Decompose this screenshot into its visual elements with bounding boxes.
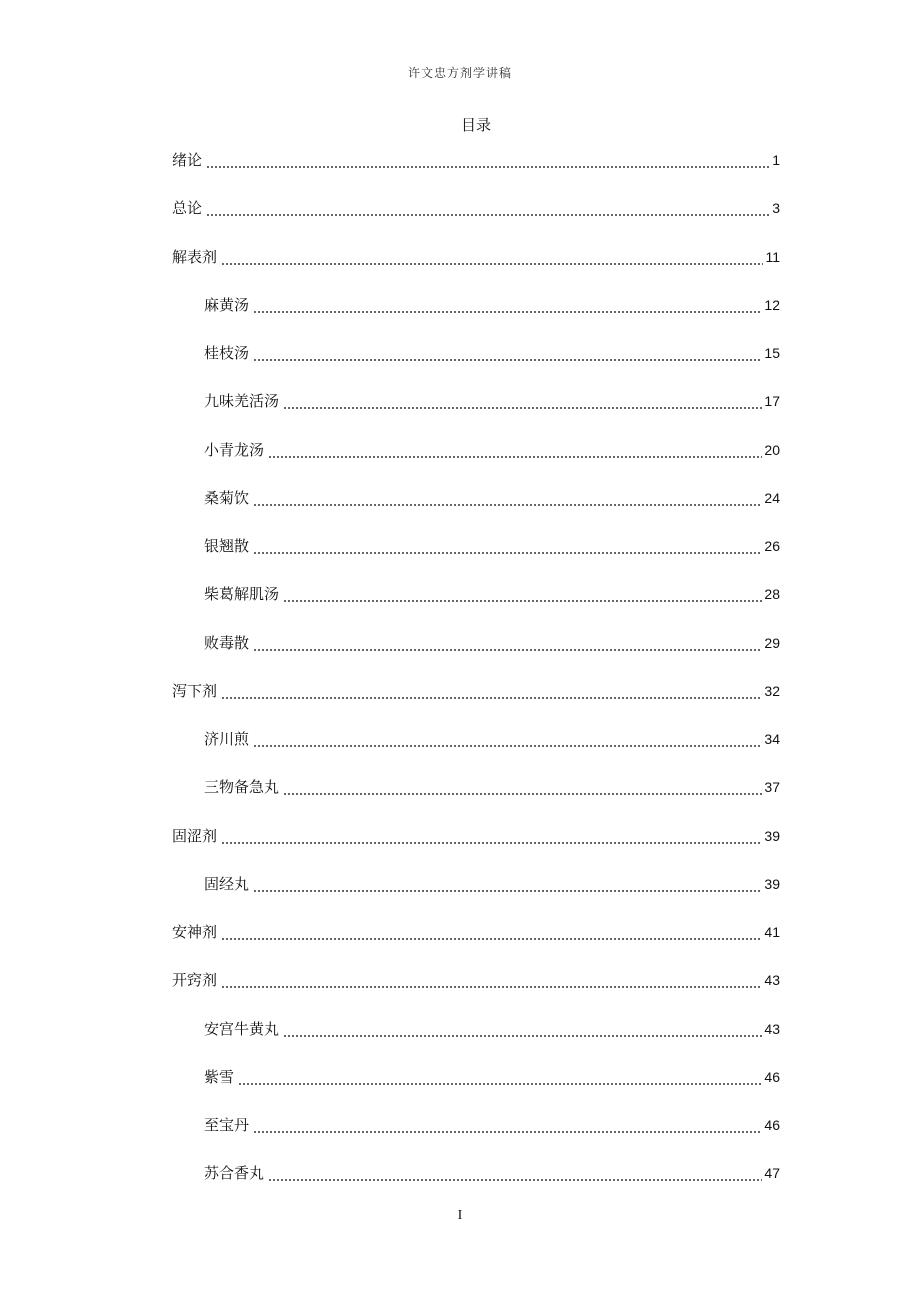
dot-leader: [206, 146, 770, 174]
toc-entry-title: 九味羌活汤: [204, 392, 280, 411]
toc-entry-page: 24: [764, 489, 780, 506]
table-of-contents: [172, 146, 780, 1208]
toc-entry-title: 固涩剂: [172, 826, 218, 845]
toc-entry-page: 28: [764, 586, 780, 603]
dot-leader: [253, 725, 762, 753]
dot-leader: [221, 243, 763, 271]
toc-entry-page: 47: [764, 1165, 780, 1182]
dot-leader: [221, 966, 762, 994]
toc-entry[interactable]: [172, 1159, 780, 1207]
toc-entry-page: 29: [764, 634, 780, 651]
toc-entry[interactable]: [172, 436, 780, 484]
toc-entry[interactable]: [172, 387, 780, 435]
toc-entry-page: 43: [764, 972, 780, 989]
toc-entry-page: 46: [764, 1068, 780, 1085]
toc-entry-page: 39: [764, 827, 780, 844]
toc-entry-title: 绪论: [172, 151, 203, 169]
toc-entry-title: 三物备急丸: [204, 778, 280, 797]
dot-leader: [253, 484, 762, 512]
toc-entry-page: 46: [764, 1117, 780, 1133]
toc-entry[interactable]: [172, 339, 780, 387]
toc-entry-page: 39: [764, 875, 780, 892]
dot-leader: [283, 580, 762, 608]
toc-entry-title: 苏合香丸: [204, 1164, 265, 1183]
toc-entry-page: 20: [764, 441, 780, 458]
toc-entry[interactable]: [172, 918, 780, 966]
toc-entry[interactable]: [172, 580, 780, 628]
toc-entry-page: 12: [764, 296, 780, 313]
dot-leader: [283, 773, 762, 801]
toc-entry[interactable]: [172, 966, 780, 1014]
toc-entry[interactable]: [172, 484, 780, 532]
toc-entry-page: 1: [772, 152, 780, 168]
toc-entry-title: 麻黄汤: [204, 295, 250, 314]
toc-entry[interactable]: [172, 773, 780, 821]
dot-leader: [268, 1159, 762, 1187]
toc-entry-title: 开窍剂: [172, 971, 218, 990]
toc-entry-page: 26: [764, 538, 780, 554]
toc-entry[interactable]: [172, 146, 780, 194]
toc-entry-title: 安宫牛黄丸: [204, 1019, 280, 1038]
toc-entry-title: 解表剂: [172, 247, 218, 266]
toc-entry[interactable]: [172, 1063, 780, 1111]
toc-entry[interactable]: [172, 532, 780, 580]
toc-entry-title: 固经丸: [204, 874, 250, 893]
toc-entry-page: 43: [764, 1020, 780, 1037]
toc-entry[interactable]: [172, 243, 780, 291]
dot-leader: [221, 822, 762, 850]
toc-entry-title: 桑菊饮: [204, 488, 250, 507]
toc-entry[interactable]: [172, 725, 780, 773]
toc-entry[interactable]: [172, 1111, 780, 1159]
dot-leader: [206, 194, 770, 222]
toc-entry-title: 泻下剂: [172, 681, 218, 700]
toc-entry-page: 15: [764, 345, 780, 361]
toc-entry[interactable]: [172, 870, 780, 918]
toc-entry[interactable]: [172, 677, 780, 725]
dot-leader: [253, 629, 762, 657]
toc-entry-title: 紫雪: [204, 1067, 235, 1086]
toc-entry-page: 32: [764, 682, 780, 699]
dot-leader: [268, 436, 762, 464]
toc-entry-page: 17: [764, 393, 780, 410]
toc-entry-page: 41: [764, 924, 780, 940]
toc-entry-title: 济川煎: [204, 730, 250, 748]
toc-entry[interactable]: [172, 629, 780, 677]
toc-entry-title: 败毒散: [204, 633, 250, 652]
toc-entry-title: 小青龙汤: [204, 440, 265, 459]
toc-entry-title: 至宝丹: [204, 1116, 250, 1134]
dot-leader: [221, 918, 762, 946]
toc-entry[interactable]: [172, 194, 780, 242]
toc-entry[interactable]: [172, 1015, 780, 1063]
dot-leader: [283, 1015, 762, 1043]
toc-entry-page: 37: [764, 779, 780, 796]
toc-entry-title: 桂枝汤: [204, 344, 250, 362]
dot-leader: [221, 677, 762, 705]
toc-entry-title: 安神剂: [172, 923, 218, 941]
dot-leader: [253, 339, 762, 367]
toc-entry-page: 11: [765, 248, 780, 265]
dot-leader: [253, 291, 762, 319]
page-number: I: [457, 1208, 463, 1223]
dot-leader: [253, 1111, 762, 1139]
toc-entry-title: 银翘散: [204, 537, 250, 555]
toc-entry[interactable]: [172, 291, 780, 339]
toc-entry-page: 34: [764, 731, 780, 747]
dot-leader: [253, 870, 762, 898]
toc-entry[interactable]: [172, 822, 780, 870]
dot-leader: [253, 532, 762, 560]
toc-entry-title: 总论: [172, 199, 203, 218]
dot-leader: [238, 1063, 762, 1091]
dot-leader: [283, 387, 762, 415]
toc-entry-title: 柴葛解肌汤: [204, 585, 280, 604]
toc-entry-page: 3: [772, 200, 780, 217]
toc-title: 目录: [460, 116, 491, 134]
running-header: 许文忠方剂学讲稿: [407, 66, 512, 80]
